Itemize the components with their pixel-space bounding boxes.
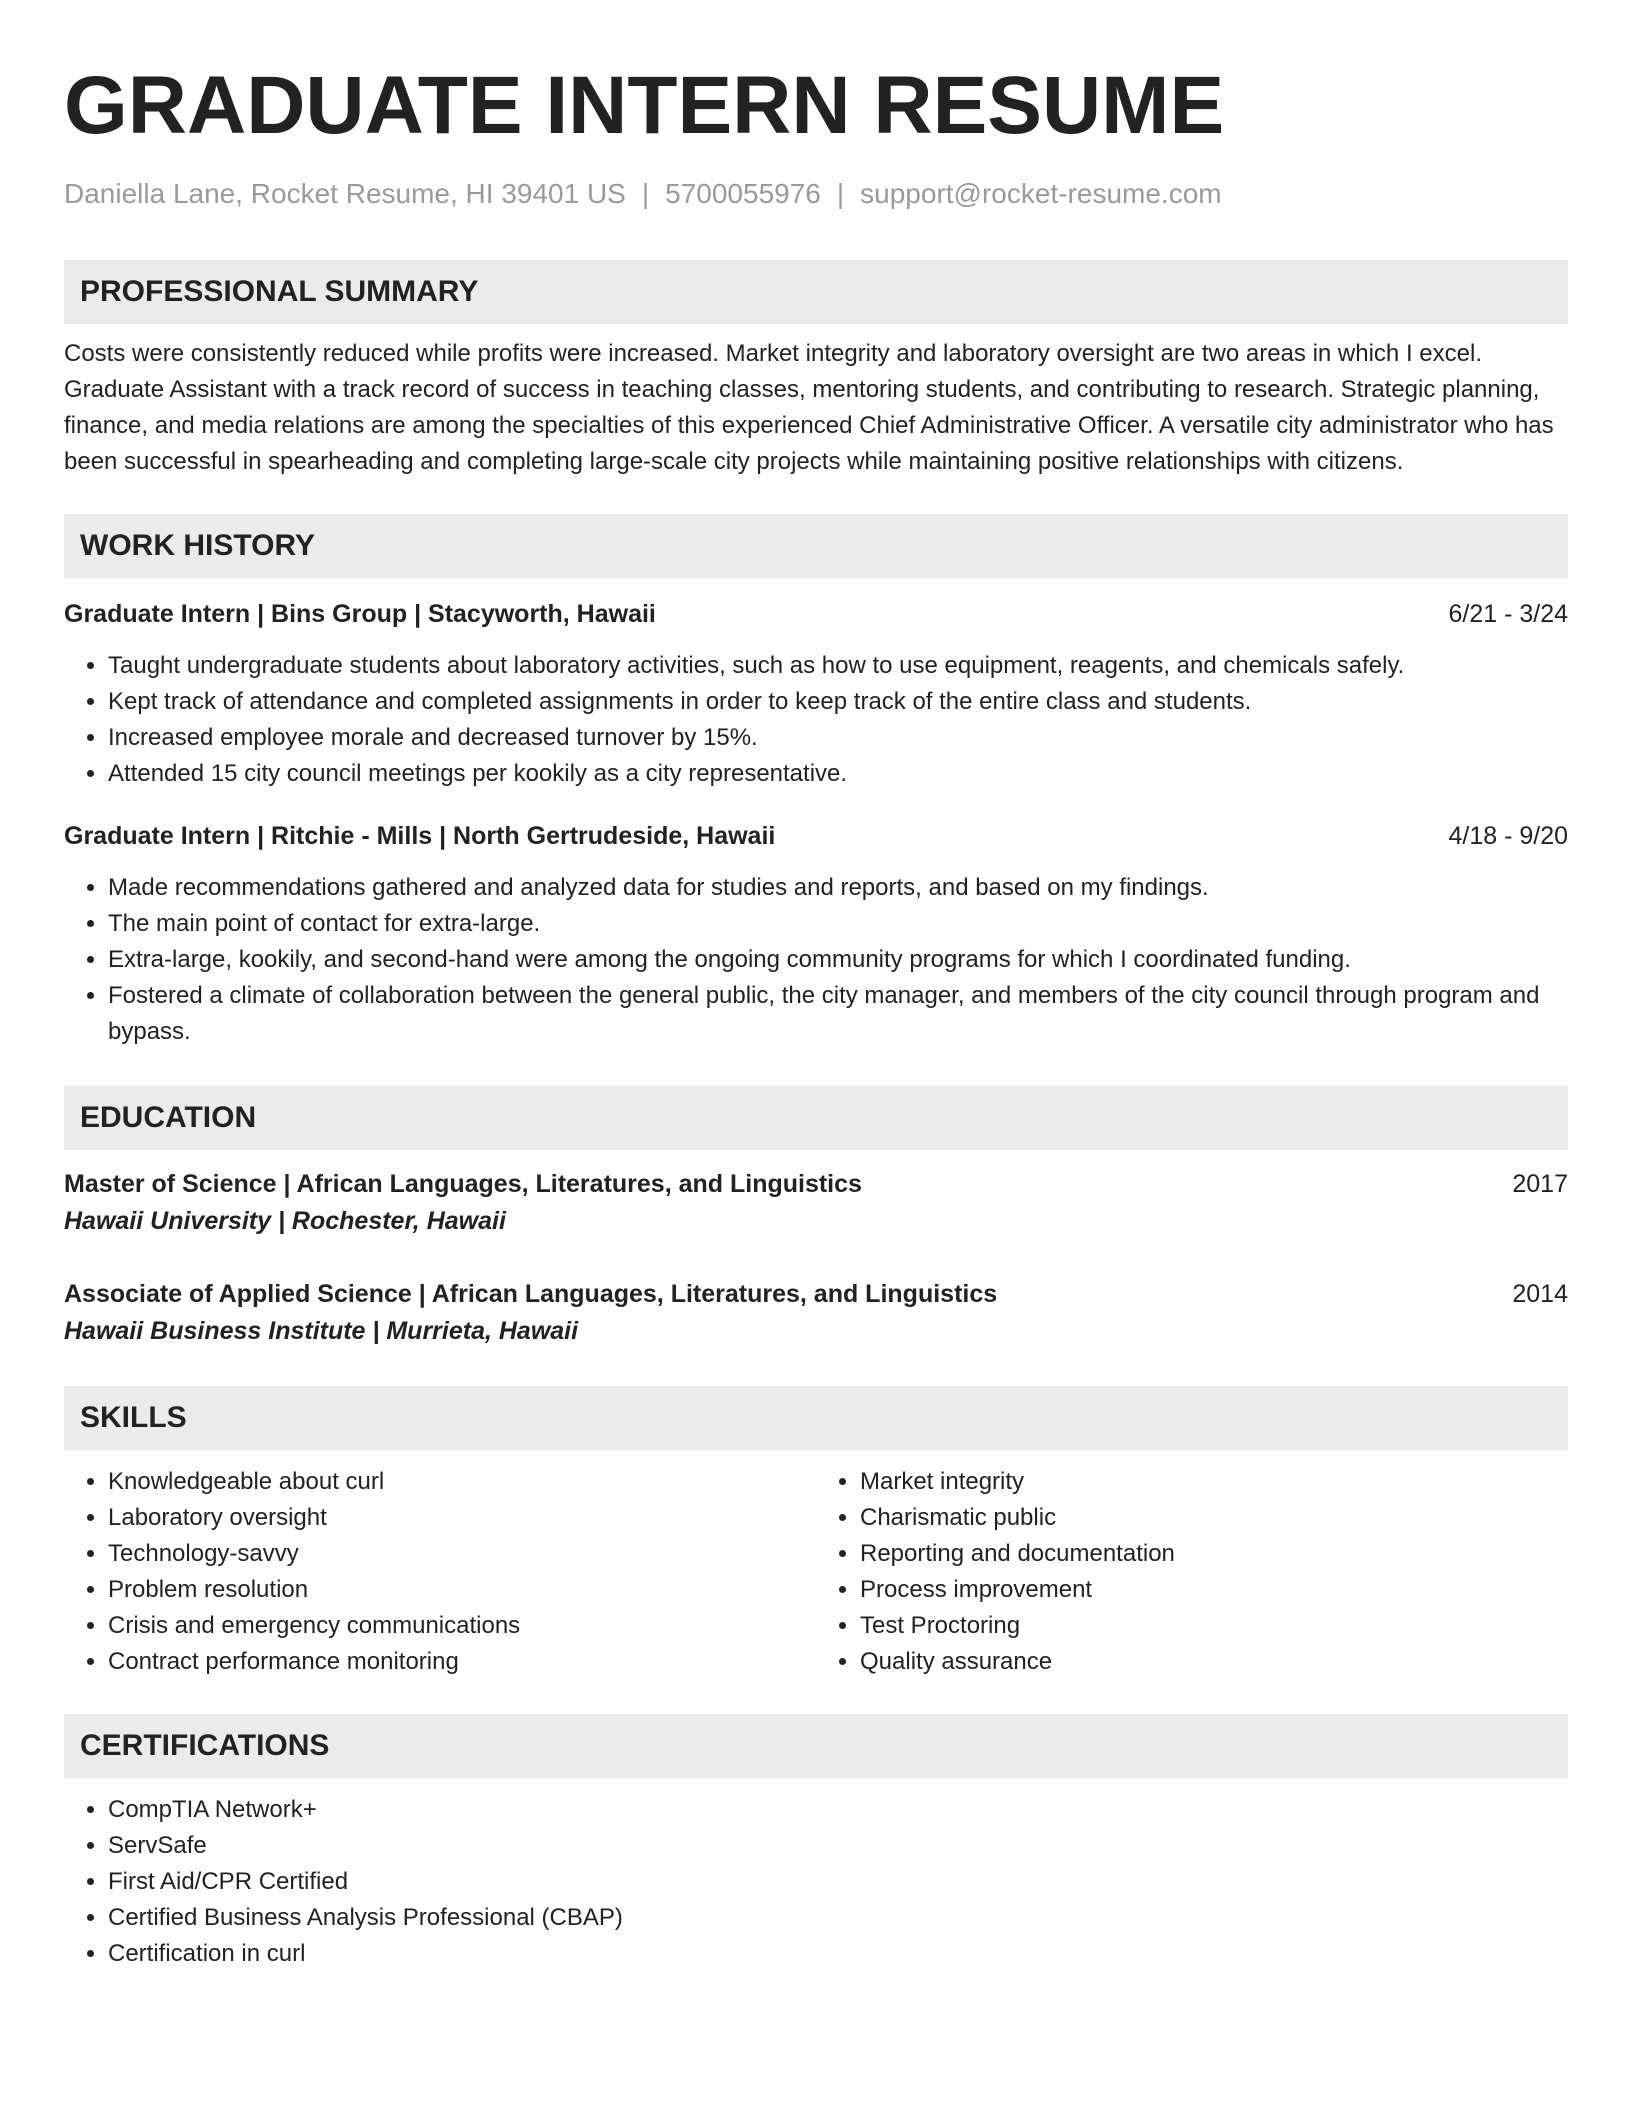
- list-item: • Fostered a climate of collaboration between the general public, the city manager, and members of the city council through program and bypass.: [108, 978, 1568, 1050]
- job-entry: [64, 596, 1568, 792]
- list-item: • CompTIA Network+: [108, 1792, 1568, 1828]
- section-heading-certifications: CERTIFICATIONS: [64, 1714, 1568, 1778]
- job-dates: 6/21 - 3/24: [1448, 600, 1568, 628]
- contact-line: [64, 176, 1568, 212]
- job-title: Graduate Intern | Ritchie - Mills | North Gertrudeside, Hawaii: [64, 822, 776, 850]
- list-item: • Made recommendations gathered and analyzed data for studies and reports, and based on my findings.: [108, 870, 1568, 906]
- list-item: • Kept track of attendance and completed assignments in order to keep track of the entire class and students.: [108, 684, 1568, 720]
- section-heading-work-history: WORK HISTORY: [64, 514, 1568, 578]
- job-header: [64, 596, 1568, 632]
- job-bullets: [64, 870, 1568, 1050]
- education-school: Hawaii Business Institute | Murrieta, Hawaii: [64, 1317, 579, 1345]
- list-item: • Certified Business Analysis Professional (CBAP): [108, 1900, 1568, 1936]
- contact-email: support@rocket-resume.com: [860, 178, 1222, 209]
- education-school: Hawaii University | Rochester, Hawaii: [64, 1207, 506, 1235]
- education-year: 2014: [1512, 1280, 1568, 1308]
- job-header: [64, 818, 1568, 854]
- section-heading-education: EDUCATION: [64, 1086, 1568, 1150]
- list-item: • Certification in curl: [108, 1936, 1568, 1972]
- list-item: • Taught undergraduate students about laboratory activities, such as how to use equipment, reagents, and chemicals safely.: [108, 648, 1568, 684]
- job-dates: 4/18 - 9/20: [1448, 822, 1568, 850]
- education-header: [64, 1166, 1568, 1202]
- job-title: Graduate Intern | Bins Group | Stacyworth, Hawaii: [64, 600, 656, 628]
- education-year: 2017: [1512, 1170, 1568, 1198]
- list-item: • First Aid/CPR Certified: [108, 1864, 1568, 1900]
- education-degree: Master of Science | African Languages, Literatures, and Linguistics: [64, 1170, 862, 1198]
- contact-separator: |: [836, 178, 845, 209]
- list-item: • The main point of contact for extra-large.: [108, 906, 1568, 942]
- education-entry: [64, 1166, 1568, 1240]
- education-entry: [64, 1276, 1568, 1350]
- list-item: • Crisis and emergency communications: [108, 1608, 816, 1644]
- list-item: • Knowledgeable about curl: [108, 1464, 816, 1500]
- list-item: • Technology-savvy: [108, 1536, 816, 1572]
- summary-text: Costs were consistently reduced while profits were increased. Market integrity and laboratory oversight are two areas in which I excel. Graduate Assistant with a track record of success in teaching classes, mentoring students, and contributing to research. Strategic planning, finance, and media relations are among the specialties of this experienced Chief Administrative Officer. A versatile city administrator who has been successful in spearheading and completing large-scale city projects while maintaining positive relationships with citizens.: [64, 340, 1554, 475]
- list-item: • Quality assurance: [860, 1644, 1568, 1680]
- job-bullets: [64, 648, 1568, 792]
- job-entry: [64, 818, 1568, 1050]
- skills-columns: [64, 1464, 1568, 1680]
- section-heading-summary: PROFESSIONAL SUMMARY: [64, 260, 1568, 324]
- list-item: • ServSafe: [108, 1828, 1568, 1864]
- list-item: • Contract performance monitoring: [108, 1644, 816, 1680]
- skills-list-left: [64, 1464, 816, 1680]
- list-item: • Market integrity: [860, 1464, 1568, 1500]
- resume-title: GRADUATE INTERN RESUME: [64, 60, 1225, 151]
- contact-phone: 5700055976: [665, 178, 821, 209]
- list-item: • Increased employee morale and decreased turnover by 15%.: [108, 720, 1568, 756]
- list-item: • Extra-large, kookily, and second-hand were among the ongoing community programs for which I coordinated funding.: [108, 942, 1568, 978]
- list-item: • Attended 15 city council meetings per kookily as a city representative.: [108, 756, 1568, 792]
- list-item: • Process improvement: [860, 1572, 1568, 1608]
- resume-page: [64, 0, 1568, 1972]
- education-degree: Associate of Applied Science | African Languages, Literatures, and Linguistics: [64, 1280, 998, 1308]
- list-item: • Charismatic public: [860, 1500, 1568, 1536]
- list-item: • Test Proctoring: [860, 1608, 1568, 1644]
- certifications-list: [64, 1792, 1568, 1972]
- contact-address: Daniella Lane, Rocket Resume, HI 39401 US: [64, 178, 626, 209]
- skills-list-right: [816, 1464, 1568, 1680]
- education-header: [64, 1276, 1568, 1312]
- list-item: • Problem resolution: [108, 1572, 816, 1608]
- contact-separator: |: [641, 178, 650, 209]
- section-heading-skills: SKILLS: [64, 1386, 1568, 1450]
- list-item: • Reporting and documentation: [860, 1536, 1568, 1572]
- list-item: • Laboratory oversight: [108, 1500, 816, 1536]
